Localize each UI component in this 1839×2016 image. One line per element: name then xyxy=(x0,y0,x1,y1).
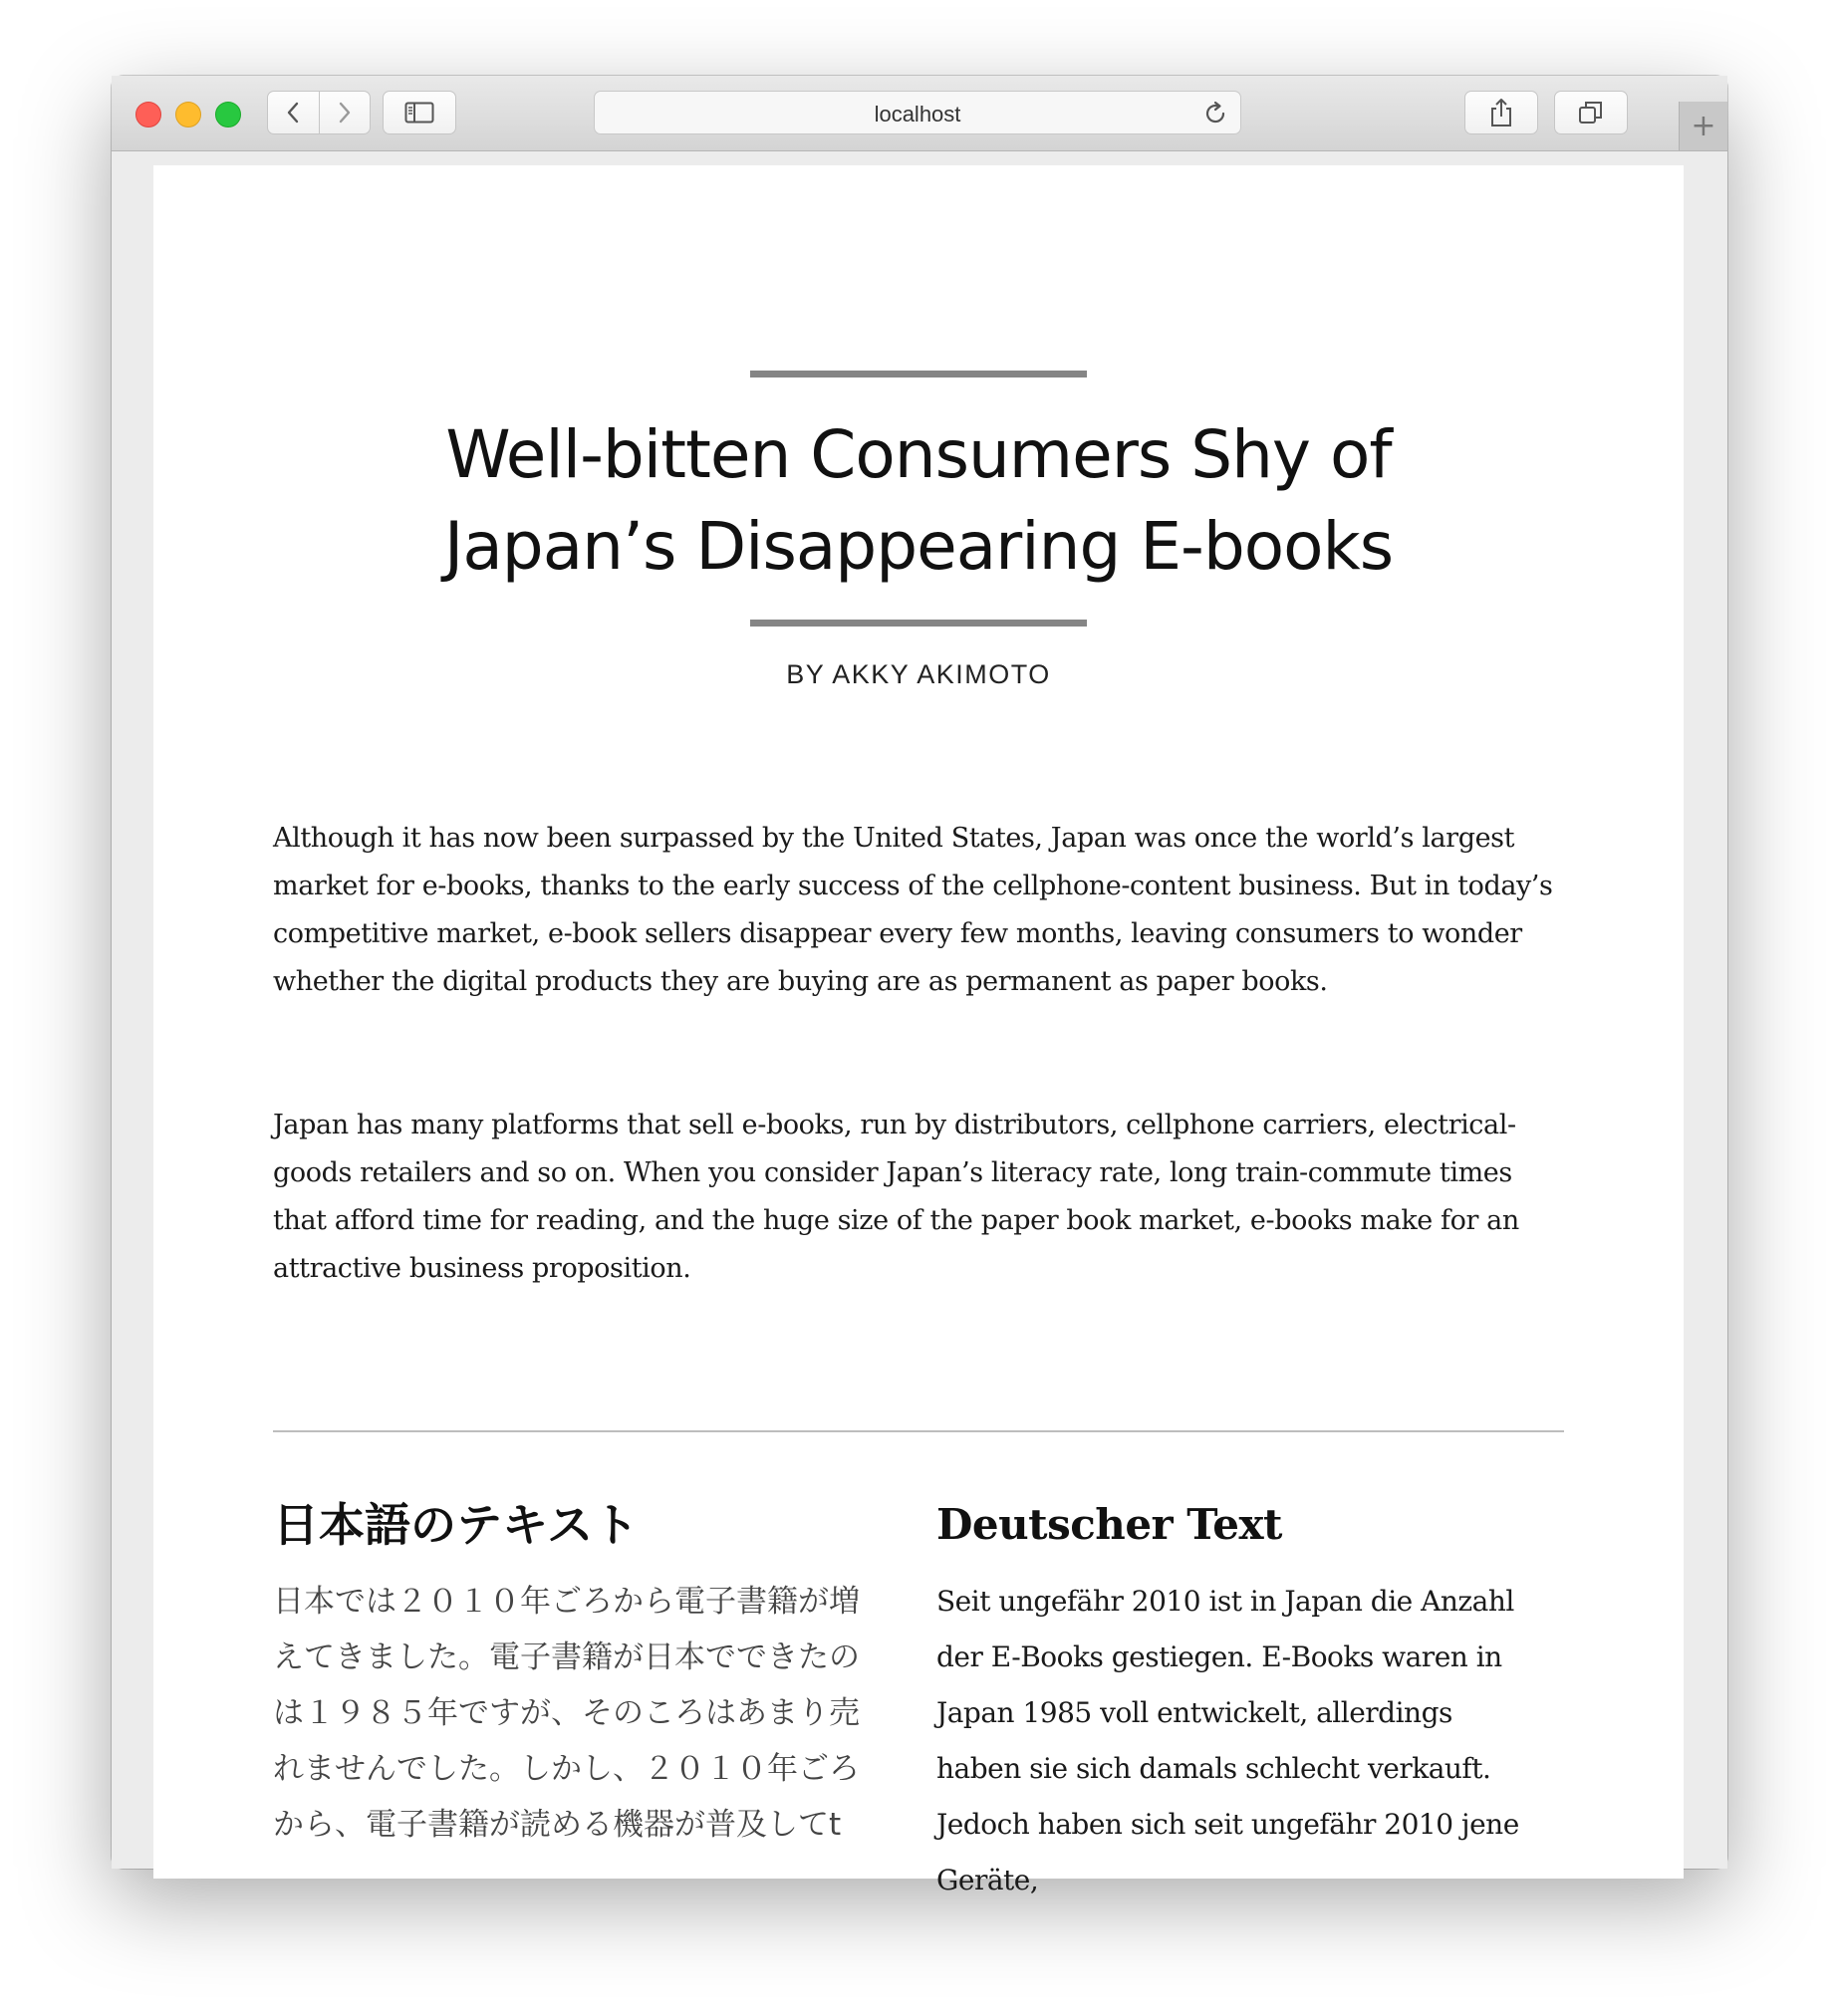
reload-button[interactable] xyxy=(1202,101,1228,130)
paragraph: Although it has now been surpassed by the United States, Japan was once the world’s largest market for e-books, thanks to the early success of the cellphone-content business. But in today’s competitive market, e-book sellers disappear every few months, leaving consumers to wonder whether the digital products they are buying are as permanent as paper books. xyxy=(273,823,1553,997)
german-heading: Deutscher Text xyxy=(936,1500,1282,1549)
page-title: Well-bitten Consumers Shy of Japan’s Disappearing E-books xyxy=(443,416,1394,585)
web-viewport xyxy=(112,151,1727,1896)
japanese-heading: 日本語のテキスト xyxy=(273,1498,640,1552)
forward-button[interactable] xyxy=(319,92,371,133)
article-page xyxy=(153,165,1684,1896)
share-icon xyxy=(1488,98,1514,127)
browser-toolbar xyxy=(112,76,1727,151)
sidebar-toggle-button[interactable] xyxy=(383,91,456,134)
browser-window xyxy=(112,76,1727,1896)
tab-overview-button[interactable] xyxy=(1554,91,1628,134)
paragraph: Japan has many platforms that sell e-books, run by distributors, cellphone carriers, electrical-goods retailers and so on. When you consider Japan’s literacy rate, long train-commute times that afford time for reading, and the huge size of the paper book market, e-books make for an attractive business proposition. xyxy=(273,1110,1519,1284)
japanese-column xyxy=(273,1490,881,1853)
title-rule-bottom xyxy=(750,620,1087,627)
section-divider xyxy=(273,1430,1564,1432)
japanese-text: 日本では２０１０年ごろから電子書籍が増えてきました。電子書籍が日本でできたのは１９８５年ですが、そのころはあまり売れませんでした。しかし、２０１０年ごろから、電子書籍が読める機器が普及してt xyxy=(273,1584,860,1843)
sidebar-icon xyxy=(404,102,434,124)
minimize-window-button[interactable] xyxy=(175,102,201,127)
reload-icon xyxy=(1202,101,1228,126)
chevron-right-icon xyxy=(338,101,352,125)
tabs-icon xyxy=(1578,100,1604,126)
zoom-window-button[interactable] xyxy=(215,102,241,127)
close-window-button[interactable] xyxy=(135,102,161,127)
new-tab-button[interactable]: + xyxy=(1679,102,1727,150)
address-bar[interactable] xyxy=(594,91,1241,134)
share-button[interactable] xyxy=(1464,91,1538,134)
chevron-left-icon xyxy=(286,101,300,125)
navigation-buttons xyxy=(267,91,371,134)
byline: BY AKKY AKIMOTO xyxy=(786,659,1051,689)
title-rule-top xyxy=(750,371,1087,378)
german-text: Seit ungefähr 2010 ist in Japan die Anzahl der E-Books gestiegen. E-Books waren in Japan 1985 voll entwickelt, allerdings haben sie sich damals schlecht verkauft. Jedoch haben sich seit ungefähr 2010 jene Geräte, xyxy=(936,1585,1519,1896)
address-text: localhost xyxy=(874,102,961,126)
german-column xyxy=(936,1490,1544,1908)
back-button[interactable] xyxy=(268,92,319,133)
